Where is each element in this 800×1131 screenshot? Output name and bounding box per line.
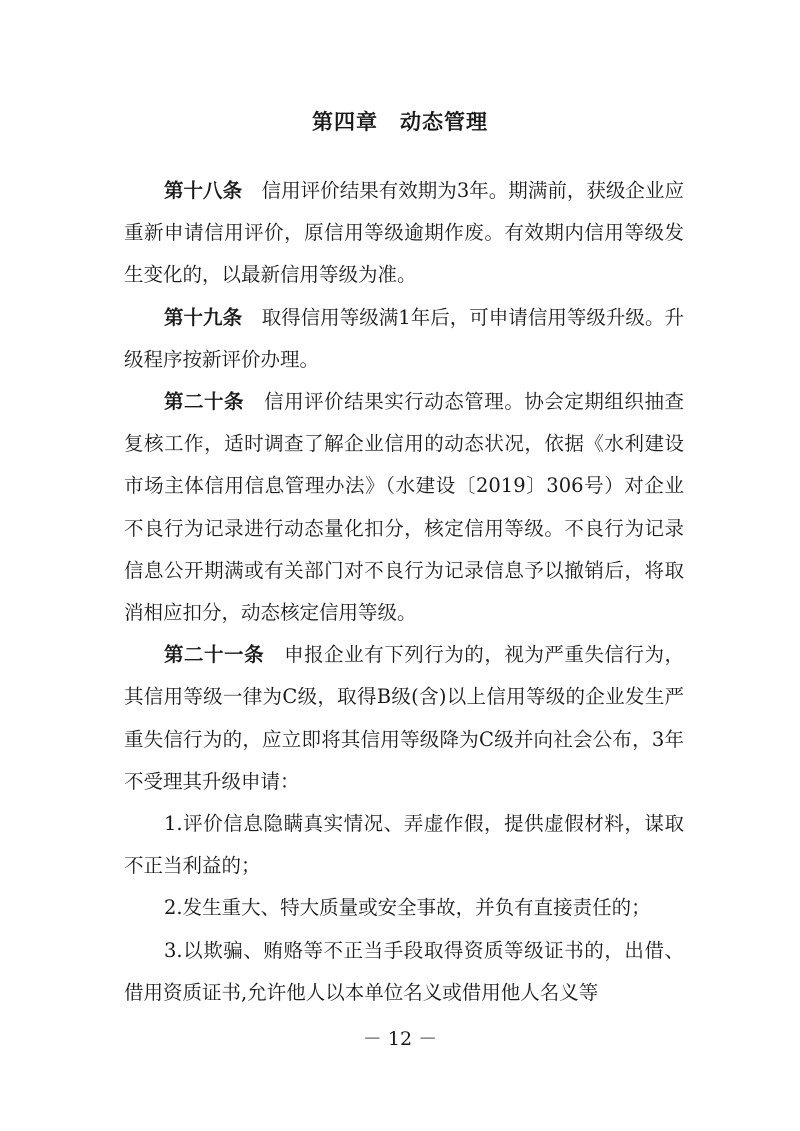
article-heading: 第十九条 <box>164 305 243 329</box>
article-text: 信用评价结果实行动态管理。协会定期组织抽查复核工作，适时调查了解企业信用的动态状况，依据《水利建设市场主体信用信息管理办法》（水建设〔2019〕306号）对企业不良行为记录进行动态量化扣分，核定信用等级。不良行为记录信息公开期满或有关部门对不良行为记录信息予以撤销后，将取消相应扣分，动态核定信用等级。 <box>124 390 684 625</box>
article-text: 取得信用等级满1年后，可申请信用等级升级。升级程序按新评价办理。 <box>124 305 684 371</box>
article-text: 信用评价结果有效期为3年。期满前，获级企业应重新申请信用评价，原信用等级逾期作废。有效期内信用等级发生变化的，以最新信用等级为准。 <box>124 179 684 287</box>
article-text: 申报企业有下列行为的，视为严重失信行为，其信用等级一律为C级，取得B级(含)以上信用等级的企业发生严重失信行为的，应立即将其信用等级降为C级并向社会公布，3年不受理其升级申请： <box>124 643 684 793</box>
list-item: 3.以欺骗、贿赂等不正当手段取得资质等级证书的，出借、借用资质证书,允许他人以本单位名义或借用他人名义等 <box>124 938 684 1004</box>
article-heading: 第十八条 <box>164 179 243 202</box>
article-paragraph <box>124 381 684 634</box>
list-item: 2.发生重大、特大质量或安全事故，并负有直接责任的； <box>164 896 651 920</box>
article-paragraph <box>124 634 684 803</box>
article-paragraph <box>124 170 684 297</box>
chapter-title: 第四章 动态管理 <box>312 110 488 134</box>
page-number: － 12 － <box>362 1028 438 1050</box>
list-item: 1.评价信息隐瞒真实情况、弄虚作假，提供虚假材料，谋取不正当利益的； <box>124 812 684 878</box>
document-body <box>124 170 684 1014</box>
article-heading: 第二十一条 <box>164 643 265 667</box>
article-heading: 第二十条 <box>164 390 245 414</box>
article-paragraph <box>124 297 684 381</box>
